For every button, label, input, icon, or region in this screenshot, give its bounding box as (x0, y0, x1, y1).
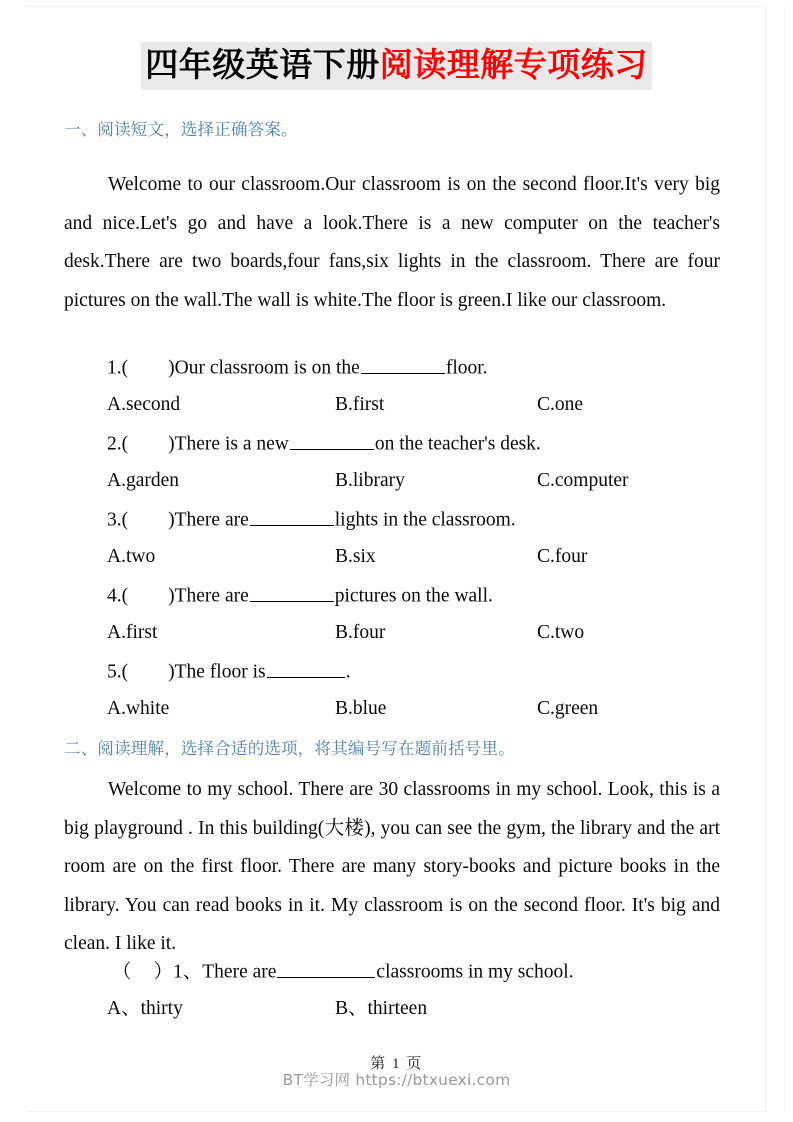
question-5-option-a[interactable]: A.white (107, 698, 170, 719)
section-two-question-1-stem (112, 958, 574, 986)
section-two-heading: 二、阅读理解，选择合适的选项，将其编号写在题前括号里。 (64, 739, 515, 758)
question-4-text-tail: pictures on the wall. (334, 585, 493, 607)
section-one-heading: 一、阅读短文，选择正确答案。 (64, 120, 298, 139)
section-two-question-1-option-b[interactable]: B、thirteen (335, 998, 428, 1019)
question-3-option-c[interactable]: C.four (537, 546, 588, 567)
question-1-option-b[interactable]: B.first (335, 394, 385, 415)
question-3-stem (107, 506, 516, 534)
section-two-question-1-text: ）1、There are (153, 961, 277, 983)
question-5-blank[interactable] (267, 658, 345, 678)
question-2-stem (107, 430, 541, 458)
question-1-stem (107, 354, 488, 382)
question-5-text: )The floor is (168, 661, 266, 683)
question-3-options (107, 544, 727, 570)
question-2-options (107, 468, 727, 494)
question-2-blank[interactable] (290, 430, 374, 450)
question-2-option-c[interactable]: C.computer (537, 470, 629, 491)
question-3-blank[interactable] (250, 506, 334, 526)
page-edge-right (765, 6, 766, 1112)
question-4-option-a[interactable]: A.first (107, 622, 158, 643)
question-5-options (107, 696, 727, 722)
section-two-question-1-options (107, 996, 727, 1022)
question-4-option-b[interactable]: B.four (335, 622, 386, 643)
question-5-option-b[interactable]: B.blue (335, 698, 387, 719)
question-1-blank[interactable] (361, 354, 445, 374)
question-3-text: )There are (168, 509, 249, 531)
question-1-options (107, 392, 727, 418)
title-red-part: 阅读理解专项练习 (379, 45, 648, 84)
question-4-options (107, 620, 727, 646)
question-3-option-a[interactable]: A.two (107, 546, 156, 567)
section-two-question-1-option-a[interactable]: A、thirty (107, 998, 183, 1019)
question-2-number: 2.( (107, 433, 129, 455)
page-title (0, 42, 793, 90)
question-5-option-c[interactable]: C.green (537, 698, 599, 719)
question-3-text-tail: lights in the classroom. (334, 509, 516, 531)
section-two-question-1-paren-open: （ (112, 961, 132, 983)
question-5-number: 5.( (107, 661, 129, 683)
question-2-text-tail: on the teacher's desk. (374, 433, 541, 455)
question-5-text-tail: . (345, 661, 351, 683)
section-two-question-1-blank[interactable] (277, 958, 375, 978)
question-3-option-b[interactable]: B.six (335, 546, 376, 567)
page-edge-bottom (26, 1111, 767, 1112)
question-4-blank[interactable] (250, 582, 334, 602)
question-1-option-c[interactable]: C.one (537, 394, 584, 415)
question-1-number: 1.( (107, 357, 129, 379)
section-one-passage: Welcome to our classroom.Our classroom is on the second floor.It's very big and nice.Let's go and have a look.There is a new computer on the teacher's desk.There are two boards,four fans,six lights in the classroom. There are four pictures on the wall.The wall is white.The floor is green.I like our classroom. (64, 174, 720, 311)
question-2-option-b[interactable]: B.library (335, 470, 405, 491)
page-edge-top (26, 6, 767, 7)
page-edge-right-outer (784, 6, 785, 1112)
section-two-passage: Welcome to my school. There are 30 classrooms in my school. Look, this is a big playground . In this building(大楼), you can see the gym, the library and the art room are on the first floor. There are many story-books and picture books in the library. You can read books in it. My classroom is on the second floor. It's big and clean. I like it. (64, 779, 720, 954)
question-1-text: )Our classroom is on the (168, 357, 360, 379)
page-number: 第 1 页 (370, 1056, 423, 1072)
question-2-text: )There is a new (168, 433, 289, 455)
question-5-stem (107, 658, 350, 686)
question-2-option-a[interactable]: A.garden (107, 470, 180, 491)
question-1-text-tail: floor. (445, 357, 488, 379)
section-two-question-1-text-tail: classrooms in my school. (376, 961, 574, 983)
question-4-number: 4.( (107, 585, 129, 607)
question-4-text: )There are (168, 585, 249, 607)
question-3-number: 3.( (107, 509, 129, 531)
title-black-part: 四年级英语下册 (145, 45, 380, 84)
site-watermark: BT学习网 https://btxuexi.com (282, 1071, 511, 1089)
question-4-stem (107, 582, 493, 610)
question-4-option-c[interactable]: C.two (537, 622, 585, 643)
title-highlight (141, 42, 652, 90)
question-1-option-a[interactable]: A.second (107, 394, 181, 415)
